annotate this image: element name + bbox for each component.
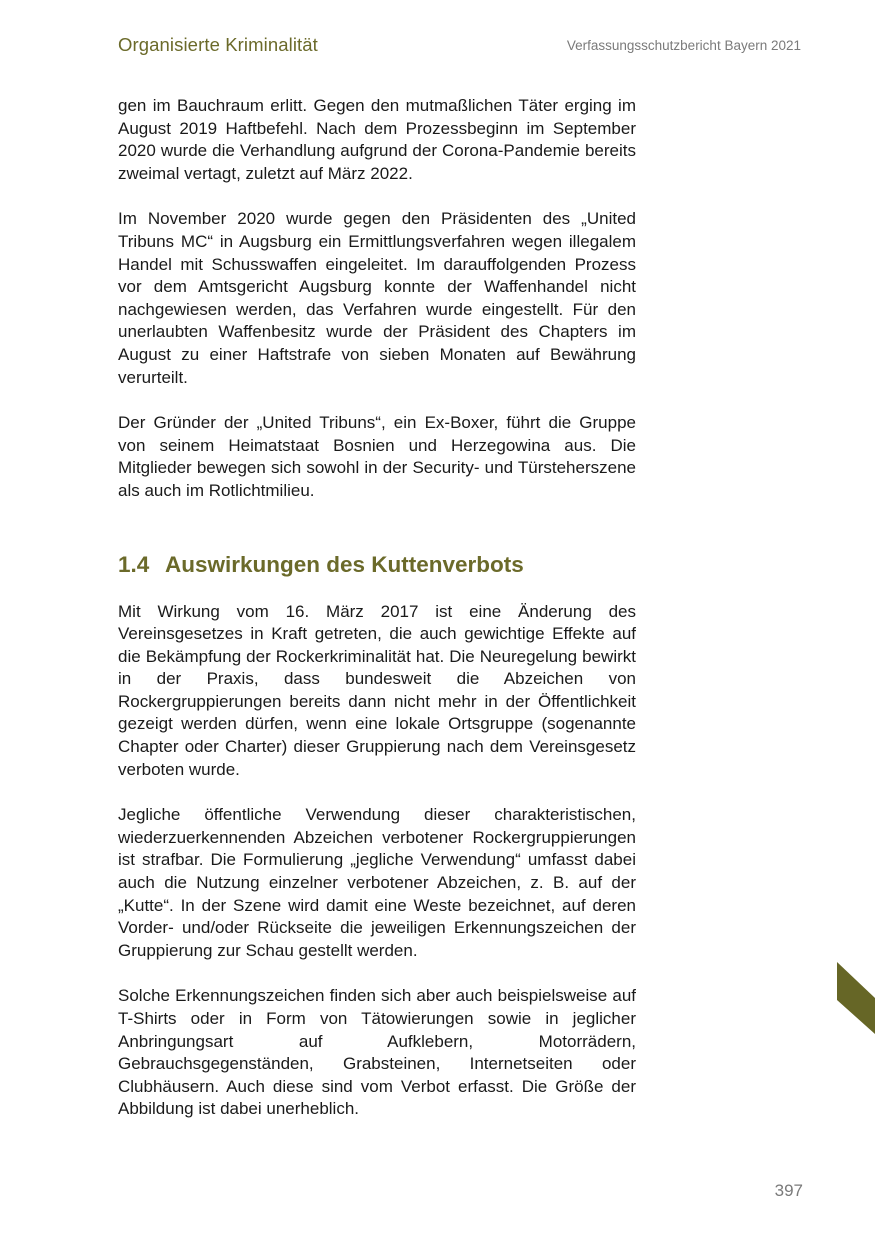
body-paragraph: Solche Erkennungszeichen finden sich aber auch beispielsweise auf T-Shirts oder in Form von Tätowierungen sowie in jeglicher Anbringungsart auf Aufklebern, Motorrädern, Gebrauchsgegenständen, Grabsteinen, Internetseiten oder Clubhäusern. Auch diese sind vom Verbot erfasst. Die Größe der Abbildung ist dabei unerheblich. xyxy=(118,986,636,1119)
section-title: Auswirkungen des Kuttenverbots xyxy=(165,551,524,577)
section-number: 1.4 xyxy=(118,551,150,577)
body-paragraph: Jegliche öffentliche Verwendung dieser charakteristischen, wiederzuerkennenden Abzeichen verbotener Rockergruppierungen ist strafbar. Die Formulierung „jegliche Verwendung“ umfasst dabei auch die Nutzung einzelner verbotener Abzeichen, z. B. auf der „Kutte“. In der Szene wird damit eine Weste bezeichnet, auf deren Vorder- und/oder Rückseite die jeweiligen Erkennungszeichen der Gruppierung zur Schau gestellt werden. xyxy=(118,805,636,960)
body-paragraph: gen im Bauchraum erlitt. Gegen den mutmaßlichen Täter erging im August 2019 Haftbefehl. Nach dem Prozessbeginn im September 2020 wurde die Verhandlung aufgrund der Corona-Pandemie bereits zweimal vertagt, zuletzt auf März 2022. xyxy=(118,96,636,183)
page-body xyxy=(118,95,636,1144)
running-header-section-title: Organisierte Kriminalität xyxy=(118,34,318,55)
chapter-tab-marker xyxy=(837,962,875,1034)
body-paragraph: Mit Wirkung vom 16. März 2017 ist eine Änderung des Vereinsgesetzes in Kraft getreten, die auch gewichtige Effekte auf die Bekämpfung der Rockerkriminalität hat. Die Neuregelung bewirkt in der Praxis, dass bundesweit die Abzeichen von Rockergruppierungen bereits dann nicht mehr in der Öffentlichkeit gezeigt werden dürfen, wenn eine lokale Ortsgruppe (sogenannte Chapter oder Charter) dieser Gruppierung nach dem Vereinsgesetz verboten wurde. xyxy=(118,601,636,779)
body-paragraph: Im November 2020 wurde gegen den Präsidenten des „United Tribuns MC“ in Augsburg ein Ermittlungsverfahren wegen illegalem Handel mit Schusswaffen eingeleitet. Im darauffolgenden Prozess vor dem Amtsgericht Augsburg konnte der Waffenhandel nicht nachgewiesen werden, das Verfahren wurde eingestellt. Für den unerlaubten Waffenbesitz wurde der Präsident des Chapters im August zu einer Haftstrafe von sieben Monaten auf Bewährung verurteilt. xyxy=(118,209,636,387)
section-heading xyxy=(118,551,636,579)
body-paragraph: Der Gründer der „United Tribuns“, ein Ex-Boxer, führt die Gruppe von seinem Heimatstaat Bosnien und Herzegowina aus. Die Mitglieder bewegen sich sowohl in der Security- und Türsteherszene als auch im Rotlichtmilieu. xyxy=(118,413,636,500)
page-number: 397 xyxy=(774,1181,803,1200)
running-header-report-title: Verfassungsschutzbericht Bayern 2021 xyxy=(566,38,801,53)
